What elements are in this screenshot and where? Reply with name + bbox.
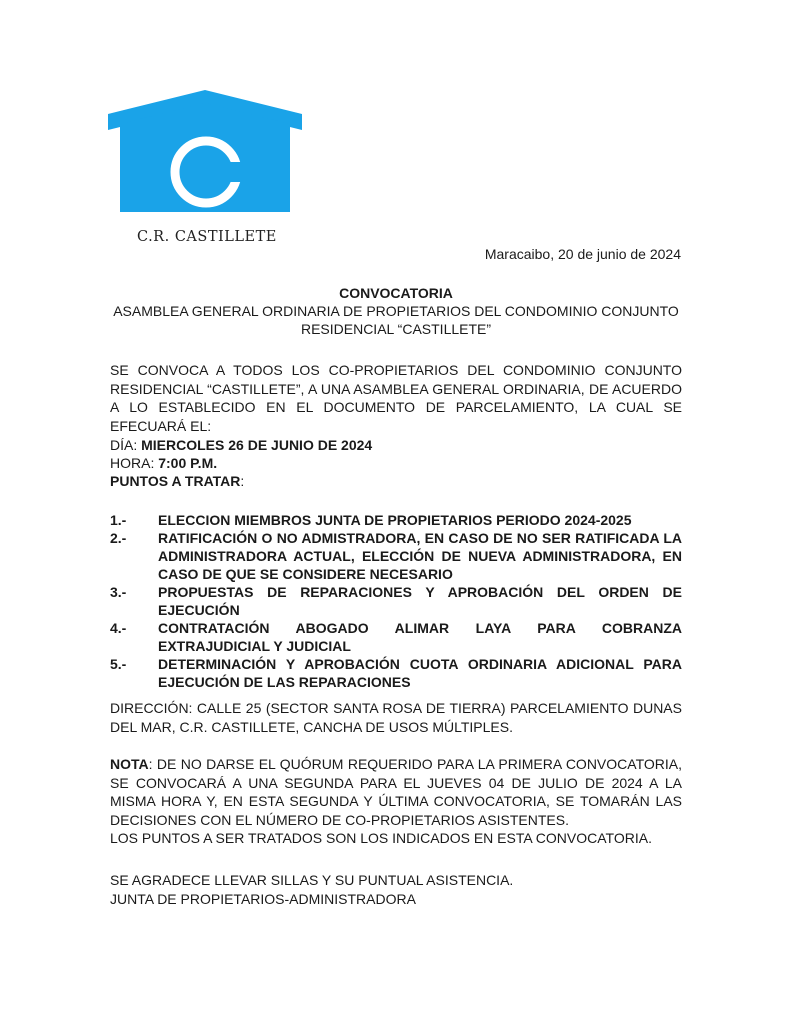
agenda-number: 5.- xyxy=(110,656,127,672)
note-label: NOTA xyxy=(110,756,149,772)
castillete-logo xyxy=(108,90,302,212)
direction-paragraph: DIRECCIÓN: CALLE 25 (SECTOR SANTA ROSA DE TIERRA) PARCELAMIENTO DUNAS DEL MAR, C.R. CASTILLETE, CANCHA DE USOS MÚLTIPLES. xyxy=(110,700,682,735)
note-text: : DE NO DARSE EL QUÓRUM REQUERIDO PARA LA PRIMERA CONVOCATORIA, SE CONVOCARÁ A UNA SEGUNDA PARA EL JUEVES 04 DE JULIO DE 2024 A LA MISMA HORA Y, EN ESTA SEGUNDA Y ÚLTIMA CONVOCATORIA, SE TOMARÁN LAS DECISIONES CON EL NÚMERO DE CO-PROPIETARIOS ASISTENTES. xyxy=(110,756,682,828)
document-title: CONVOCATORIA xyxy=(339,285,453,301)
agenda-item xyxy=(110,529,682,583)
intro-paragraph: SE CONVOCA A TODOS LOS CO-PROPIETARIOS DEL CONDOMINIO CONJUNTO RESIDENCIAL “CASTILLETE”, A UNA ASAMBLEA GENERAL ORDINARIA, DE ACUERDO A LO ESTABLECIDO EN EL DOCUMENTO DE PARCELAMIENTO, LA CUAL SE EFECUARÁ EL: xyxy=(110,362,682,434)
agenda-number: 3.- xyxy=(110,584,127,600)
agenda-text: DETERMINACIÓN Y APROBACIÓN CUOTA ORDINARIA ADICIONAL PARA EJECUCIÓN DE LAS REPARACIONES xyxy=(158,656,682,690)
agenda-item xyxy=(110,655,682,691)
time-value: 7:00 P.M. xyxy=(158,455,218,471)
agenda-number: 1.- xyxy=(110,512,127,528)
note-main xyxy=(110,756,682,828)
house-c-logo-icon xyxy=(108,90,302,212)
agenda-text: PROPUESTAS DE REPARACIONES Y APROBACIÓN DEL ORDEN DE EJECUCIÓN xyxy=(158,584,682,618)
agenda-item xyxy=(110,511,682,529)
meeting-info xyxy=(110,436,682,490)
agenda-text: RATIFICACIÓN O NO ADMISTRADORA, EN CASO DE NO SER RATIFICADA LA ADMINISTRADORA ACTUAL, ELECCIÓN DE NUEVA ADMINISTRADORA, EN CASO DE QUE SE CONSIDERE NECESARIO xyxy=(158,530,682,582)
title-block xyxy=(110,284,682,338)
note-extra: LOS PUNTOS A SER TRATADOS SON LOS INDICADOS EN ESTA CONVOCATORIA. xyxy=(110,830,652,846)
agenda-text: CONTRATACIÓN ABOGADO ALIMAR LAYA PARA COBRANZA EXTRAJUDICIAL Y JUDICIAL xyxy=(158,620,682,654)
points-heading xyxy=(110,472,682,490)
meeting-time xyxy=(110,454,682,472)
agenda-number: 2.- xyxy=(110,530,127,546)
note-paragraph xyxy=(110,755,682,848)
closing-thanks: SE AGRADECE LLEVAR SILLAS Y SU PUNTUAL ASISTENCIA. xyxy=(110,872,514,888)
document-date: Maracaibo, 20 de junio de 2024 xyxy=(484,246,681,262)
agenda-number: 4.- xyxy=(110,620,127,636)
closing-signature: JUNTA DE PROPIETARIOS-ADMINISTRADORA xyxy=(110,890,416,907)
day-value: MIERCOLES 26 DE JUNIO DE 2024 xyxy=(141,437,373,453)
points-colon: : xyxy=(240,473,245,489)
agenda-item xyxy=(110,583,682,619)
agenda-item xyxy=(110,619,682,655)
day-label: DÍA: xyxy=(110,437,142,453)
points-label: PUNTOS A TRATAR xyxy=(110,473,241,489)
time-label: HORA: xyxy=(110,455,159,471)
meeting-day xyxy=(110,436,682,454)
closing-block xyxy=(110,871,682,908)
agenda-list xyxy=(110,511,682,691)
document-subtitle: ASAMBLEA GENERAL ORDINARIA DE PROPIETARIOS DEL CONDOMINIO CONJUNTO RESIDENCIAL “CASTILLETE” xyxy=(113,303,679,337)
agenda-text: ELECCION MIEMBROS JUNTA DE PROPIETARIOS PERIODO 2024-2025 xyxy=(158,512,632,528)
logo-caption: C.R. CASTILLETE xyxy=(137,229,277,245)
